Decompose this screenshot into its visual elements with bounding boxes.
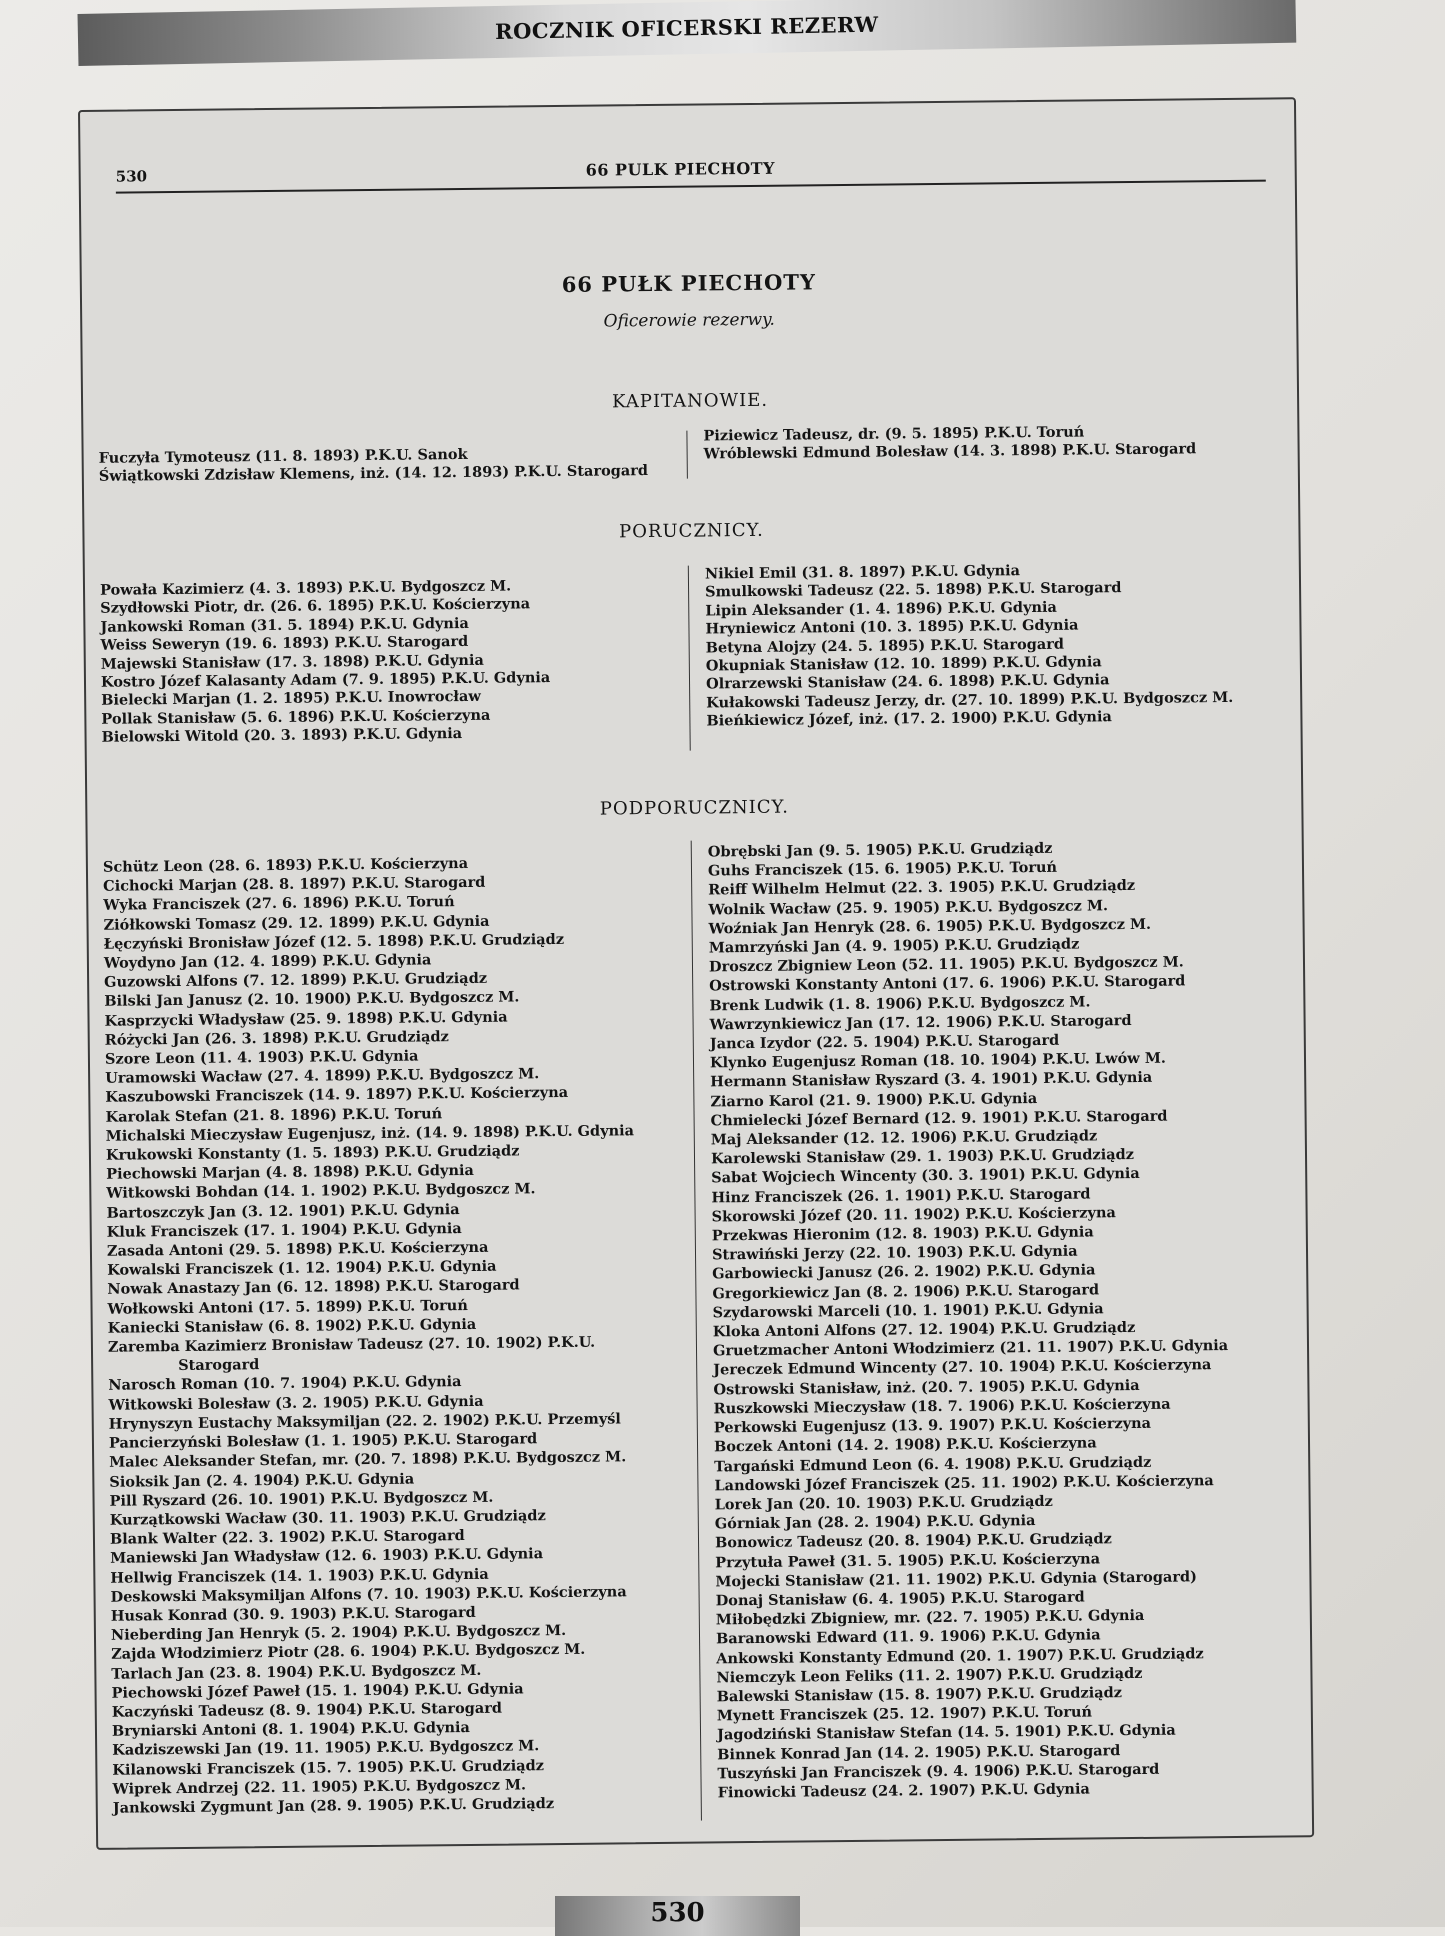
podporucznicy-entry: Tarlach Jan (23. 8. 1904) P.K.U. Bydgoszcz M. bbox=[111, 1661, 482, 1683]
regiment-title: 66 PUŁK PIECHOTY bbox=[561, 269, 817, 297]
podporucznicy-entry: Kowalski Franciszek (1. 12. 1904) P.K.U. Gdynia bbox=[107, 1257, 497, 1280]
podporucznicy-entry: Uramowski Wacław (27. 4. 1899) P.K.U. Bydgoszcz M. bbox=[105, 1065, 540, 1088]
podporucznicy-entry: Zasada Antoni (29. 5. 1898) P.K.U. Kościerzyna bbox=[106, 1238, 489, 1260]
podporucznicy-entry: Zaremba Kazimierz Bronisław Tadeusz (27. 10. 1902) P.K.U. bbox=[107, 1333, 596, 1356]
podporucznicy-entry: Janca Izydor (22. 5. 1904) P.K.U. Starogard bbox=[709, 1031, 1060, 1053]
podporucznicy-entry: Strawiński Jerzy (22. 10. 1903) P.K.U. Gdynia bbox=[711, 1242, 1078, 1264]
porucznicy-entry: Hryniewicz Antoni (10. 3. 1895) P.K.U. Gdynia bbox=[705, 616, 1079, 638]
podporucznicy-entry: Michalski Mieczysław Eugenjusz, inż. (14. 9. 1898) P.K.U. Gdynia bbox=[105, 1122, 635, 1145]
podporucznicy-entry: Jereczek Edmund Wincenty (27. 10. 1904) P.K.U. Kościerzyna bbox=[713, 1356, 1212, 1379]
porucznicy-entry: Lipin Aleksander (1. 4. 1896) P.K.U. Gdynia bbox=[705, 598, 1057, 620]
porucznicy-entry: Olrarzewski Stanisław (24. 6. 1898) P.K.U. Gdynia bbox=[705, 671, 1110, 693]
podporucznicy-entry: Landowski Józef Franciszek (25. 11. 1902) P.K.U. Kościerzyna bbox=[714, 1471, 1214, 1495]
podporucznicy-entry: Baranowski Edward (11. 9. 1906) P.K.U. Gdynia bbox=[715, 1626, 1101, 1648]
podporucznicy-entry: Husak Konrad (30. 9. 1903) P.K.U. Starogard bbox=[110, 1603, 476, 1625]
porucznicy-entry: Smulkowski Tadeusz (22. 5. 1898) P.K.U. Starogard bbox=[704, 579, 1122, 601]
podporucznicy-entry: Guzowski Alfons (7. 12. 1899) P.K.U. Grudziądz bbox=[104, 969, 488, 991]
podporucznicy-entry: Skorowski Józef (20. 11. 1902) P.K.U. Kościerzyna bbox=[711, 1204, 1116, 1226]
podporucznicy-entry: Ruszkowski Mieczysław (18. 7. 1906) P.K.U. Kościerzyna bbox=[713, 1395, 1171, 1418]
podporucznicy-entry: Miłobędzki Zbigniew, mr. (22. 7. 1905) P.K.U. Gdynia bbox=[715, 1607, 1145, 1629]
podporucznicy-entry: Kurzątkowski Wacław (30. 11. 1903) P.K.U. Grudziądz bbox=[109, 1507, 546, 1529]
podporucznicy-entry: Piechowski Józef Paweł (15. 1. 1904) P.K.U. Gdynia bbox=[111, 1680, 524, 1702]
porucznicy-entry: Majewski Stanisław (17. 3. 1898) P.K.U. Gdynia bbox=[100, 651, 484, 673]
podporucznicy-entry: Schütz Leon (28. 6. 1893) P.K.U. Kościerzyna bbox=[102, 854, 469, 876]
porucznicy-entry: Bielowski Witold (20. 3. 1893) P.K.U. Gdynia bbox=[101, 725, 463, 747]
podporucznicy-entry: Niemczyk Leon Feliks (11. 2. 1907) P.K.U. Grudziądz bbox=[716, 1664, 1143, 1687]
porucznicy-entry: Powała Kazimierz (4. 3. 1893) P.K.U. Bydgoszcz M. bbox=[99, 577, 512, 599]
kapitanowie-right-column bbox=[703, 422, 1196, 464]
podporucznicy-entry: Bilski Jan Janusz (2. 10. 1900) P.K.U. Bydgoszcz M. bbox=[104, 988, 520, 1011]
podporucznicy-entry: Narosch Roman (10. 7. 1904) P.K.U. Gdynia bbox=[108, 1373, 462, 1395]
podporucznicy-entry: Kadziszewski Jan (19. 11. 1905) P.K.U. Bydgoszcz M. bbox=[112, 1737, 540, 1760]
podporucznicy-entry: Wołkowski Antoni (17. 5. 1899) P.K.U. Toruń bbox=[107, 1296, 468, 1318]
porucznicy-entry: Kułakowski Tadeusz Jerzy, dr. (27. 10. 1899) P.K.U. Bydgoszcz M. bbox=[706, 688, 1234, 712]
podporucznicy-entry: Wawrzynkiewicz Jan (17. 12. 1906) P.K.U. Starogard bbox=[709, 1011, 1132, 1034]
podporucznicy-entry: Bonowicz Tadeusz (20. 8. 1904) P.K.U. Grudziądz bbox=[714, 1530, 1112, 1552]
podporucznicy-entry: Perkowski Eugenjusz (13. 9. 1907) P.K.U. Kościerzyna bbox=[713, 1414, 1152, 1437]
porucznicy-entry: Jankowski Roman (31. 5. 1894) P.K.U. Gdynia bbox=[100, 614, 469, 636]
podporucznicy-entry: Kaniecki Stanisław (6. 8. 1902) P.K.U. Gdynia bbox=[107, 1315, 477, 1337]
podporucznicy-entry: Witkowski Bolesław (3. 2. 1905) P.K.U. Gdynia bbox=[108, 1392, 484, 1414]
podporucznicy-entry: Guhs Franciszek (15. 6. 1905) P.K.U. Toruń bbox=[707, 858, 1058, 880]
porucznicy-entry: Kostro Józef Kalasanty Adam (7. 9. 1895) P.K.U. Gdynia bbox=[100, 669, 551, 691]
podporucznicy-entry: Gregorkiewicz Jan (8. 2. 1906) P.K.U. Starogard bbox=[712, 1281, 1100, 1303]
podporucznicy-left-column bbox=[103, 852, 641, 1818]
podporucznicy-entry: Targański Edmund Leon (6. 4. 1908) P.K.U. Grudziądz bbox=[714, 1453, 1152, 1475]
podporucznicy-entry: Wolnik Wacław (25. 9. 1905) P.K.U. Bydgoszcz M. bbox=[708, 896, 1109, 919]
porucznicy-entry: Pollak Stanisław (5. 6. 1896) P.K.U. Kościerzyna bbox=[101, 706, 491, 728]
podporucznicy-entry: Obrębski Jan (9. 5. 1905) P.K.U. Grudziądz bbox=[707, 839, 1053, 861]
podporucznicy-entry: Mynett Franciszek (25. 12. 1907) P.K.U. Toruń bbox=[716, 1703, 1093, 1725]
podporucznicy-column-divider bbox=[691, 841, 702, 1821]
podporucznicy-entry: Nowak Anastazy Jan (6. 12. 1898) P.K.U. Starogard bbox=[107, 1276, 520, 1299]
podporucznicy-entry: Kluk Franciszek (17. 1. 1904) P.K.U. Gdynia bbox=[106, 1219, 462, 1241]
podporucznicy-entry: Krukowski Konstanty (1. 5. 1893) P.K.U. Grudziądz bbox=[105, 1142, 520, 1164]
podporucznicy-entry: Woydyno Jan (12. 4. 1899) P.K.U. Gdynia bbox=[103, 951, 432, 972]
kapitanowie-column-divider bbox=[686, 431, 688, 479]
podporucznicy-entry: Woźniak Jan Henryk (28. 6. 1905) P.K.U. Bydgoszcz M. bbox=[708, 915, 1152, 938]
podporucznicy-entry: Zajda Włodzimierz Piotr (28. 6. 1904) P.K.U. Bydgoszcz M. bbox=[111, 1641, 586, 1664]
porucznicy-column-divider bbox=[688, 566, 691, 751]
podporucznicy-entry: Kaszubowski Franciszek (14. 9. 1897) P.K.U. Kościerzyna bbox=[105, 1084, 569, 1107]
porucznicy-entry: Weiss Seweryn (19. 6. 1893) P.K.U. Starogard bbox=[100, 633, 469, 655]
podporucznicy-entry: Górniak Jan (28. 2. 1904) P.K.U. Gdynia bbox=[714, 1512, 1036, 1533]
kapitanowie-left-column bbox=[99, 444, 649, 487]
podporucznicy-entry: Binnek Konrad Jan (14. 2. 1905) P.K.U. Starogard bbox=[717, 1741, 1121, 1763]
podporucznicy-entry: Szore Leon (11. 4. 1903) P.K.U. Gdynia bbox=[104, 1047, 419, 1068]
page-number-top: 530 bbox=[115, 167, 148, 186]
podporucznicy-entry: Tuszyński Jan Franciszek (9. 4. 1906) P.K.U. Starogard bbox=[717, 1760, 1160, 1783]
podporucznicy-entry: Blank Walter (22. 3. 1902) P.K.U. Starogard bbox=[109, 1527, 465, 1548]
podporucznicy-entry: Ostrowski Konstanty Antoni (17. 6. 1906) P.K.U. Starogard bbox=[709, 972, 1186, 995]
podporucznicy-entry: Kloka Antoni Alfons (27. 12. 1904) P.K.U. Grudziądz bbox=[712, 1319, 1136, 1341]
podporucznicy-entry: Piechowski Marjan (4. 8. 1898) P.K.U. Gdynia bbox=[106, 1162, 474, 1184]
podporucznicy-entry: Szydarowski Marceli (10. 1. 1901) P.K.U. Gdynia bbox=[712, 1300, 1104, 1322]
podporucznicy-entry: Boczek Antoni (14. 2. 1908) P.K.U. Kościerzyna bbox=[713, 1434, 1097, 1456]
podporucznicy-entry: Ostrowski Stanisław, inż. (20. 7. 1905) P.K.U. Gdynia bbox=[713, 1376, 1140, 1399]
podporucznicy-entry: Sioksik Jan (2. 4. 1904) P.K.U. Gdynia bbox=[109, 1470, 415, 1491]
kapitanowie-entry: Piziewicz Tadeusz, dr. (9. 5. 1895) P.K.U. Toruń bbox=[703, 423, 1085, 445]
podporucznicy-entry: Lorek Jan (20. 10. 1903) P.K.U. Grudziądz bbox=[714, 1492, 1053, 1514]
podporucznicy-entry: Bartoszczyk Jan (3. 12. 1901) P.K.U. Gdynia bbox=[106, 1200, 460, 1222]
podporucznicy-entry: Karolak Stefan (21. 8. 1896) P.K.U. Toruń bbox=[105, 1104, 443, 1126]
podporucznicy-entry: Hinz Franciszek (26. 1. 1901) P.K.U. Starogard bbox=[711, 1185, 1091, 1207]
podporucznicy-entry: Różycki Jan (26. 3. 1898) P.K.U. Grudziądz bbox=[104, 1027, 449, 1049]
porucznicy-entry: Bieńkiewicz Józef, inż. (17. 2. 1900) P.K.U. Gdynia bbox=[706, 708, 1112, 730]
podporucznicy-entry: Klynko Eugenjusz Roman (18. 10. 1904) P.K.U. Lwów M. bbox=[709, 1049, 1166, 1072]
podporucznicy-entry: Nieberding Jan Henryk (5. 2. 1904) P.K.U. Bydgoszcz M. bbox=[110, 1622, 567, 1644]
podporucznicy-entry: Jagodziński Stanisław Stefan (14. 5. 1901) P.K.U. Gdynia bbox=[716, 1721, 1176, 1744]
podporucznicy-right-column bbox=[708, 837, 1233, 1802]
book-header-title: ROCZNIK OFICERSKI REZERW bbox=[494, 11, 879, 44]
podporucznicy-entry: Pill Ryszard (26. 10. 1901) P.K.U. Bydgoszcz M. bbox=[109, 1488, 494, 1510]
porucznicy-entry: Betyna Alojzy (24. 5. 1895) P.K.U. Starogard bbox=[705, 635, 1065, 657]
podporucznicy-entry: Ziarno Karol (21. 9. 1900) P.K.U. Gdynia bbox=[710, 1089, 1038, 1111]
porucznicy-entry: Nikiel Emil (31. 8. 1897) P.K.U. Gdynia bbox=[704, 562, 1021, 583]
podporucznicy-entry-continuation: Starogard bbox=[178, 1356, 260, 1375]
podporucznicy-entry: Kasprzycki Władysław (25. 9. 1898) P.K.U. Gdynia bbox=[104, 1008, 508, 1030]
podporucznicy-entry: Jankowski Zygmunt Jan (28. 9. 1905) P.K.U. Grudziądz bbox=[112, 1795, 555, 1817]
section-heading-kapitanowie: KAPITANOWIE. bbox=[611, 389, 769, 413]
podporucznicy-entry: Wiprek Andrzej (22. 11. 1905) P.K.U. Bydgoszcz M. bbox=[112, 1776, 527, 1798]
podporucznicy-entry: Mojecki Stanisław (21. 11. 1902) P.K.U. Gdynia (Starogard) bbox=[715, 1568, 1198, 1591]
section-heading-porucznicy: PORUCZNICY. bbox=[618, 519, 764, 543]
podporucznicy-entry: Maj Aleksander (12. 12. 1906) P.K.U. Grudziądz bbox=[710, 1127, 1098, 1149]
porucznicy-left-column bbox=[100, 577, 551, 747]
podporucznicy-entry: Hellwig Franciszek (14. 1. 1903) P.K.U. Gdynia bbox=[110, 1565, 489, 1587]
podporucznicy-entry: Droszcz Zbigniew Leon (52. 11. 1905) P.K.U. Bydgoszcz M. bbox=[708, 953, 1184, 976]
running-title: 66 PULK PIECHOTY bbox=[585, 158, 776, 180]
podporucznicy-entry: Chmielecki Józef Bernard (12. 9. 1901) P.K.U. Starogard bbox=[710, 1107, 1168, 1130]
podporucznicy-entry: Witkowski Bohdan (14. 1. 1902) P.K.U. Bydgoszcz M. bbox=[106, 1180, 536, 1203]
podporucznicy-entry: Hermann Stanisław Ryszard (3. 4. 1901) P.K.U. Gdynia bbox=[710, 1069, 1153, 1091]
podporucznicy-entry: Przekwas Hieronim (12. 8. 1903) P.K.U. Gdynia bbox=[711, 1223, 1094, 1245]
podporucznicy-entry: Przytuła Paweł (31. 5. 1905) P.K.U. Kościerzyna bbox=[715, 1549, 1101, 1571]
podporucznicy-entry: Gruetzmacher Antoni Włodzimierz (21. 11. 1907) P.K.U. Gdynia bbox=[712, 1337, 1229, 1360]
regiment-subtitle: Oficerowie rezerwy. bbox=[603, 309, 775, 332]
porucznicy-right-column bbox=[705, 560, 1234, 731]
podporucznicy-entry: Wyka Franciszek (27. 6. 1896) P.K.U. Toruń bbox=[103, 893, 455, 915]
page-frame bbox=[78, 97, 1314, 1850]
kapitanowie-entry: Fuczyła Tymoteusz (11. 8. 1893) P.K.U. Sanok bbox=[98, 445, 468, 467]
podporucznicy-entry: Hrynyszyn Eustachy Maksymiljan (22. 2. 1902) P.K.U. Przemyśl bbox=[108, 1410, 621, 1433]
podporucznicy-entry: Sabat Wojciech Wincenty (30. 3. 1901) P.K.U. Gdynia bbox=[711, 1165, 1140, 1187]
bottom-page-number: 530 bbox=[650, 1898, 705, 1928]
podporucznicy-entry: Kaczyński Tadeusz (8. 9. 1904) P.K.U. Starogard bbox=[111, 1699, 503, 1721]
section-heading-podporucznicy: PODPORUCZNICY. bbox=[599, 796, 789, 820]
podporucznicy-entry: Łęczyński Bronisław Józef (12. 5. 1898) P.K.U. Grudziądz bbox=[103, 930, 565, 953]
podporucznicy-entry: Garbowiecki Janusz (26. 2. 1902) P.K.U. Gdynia bbox=[712, 1261, 1096, 1283]
podporucznicy-entry: Maniewski Jan Władysław (12. 6. 1903) P.K.U. Gdynia bbox=[110, 1545, 544, 1568]
podporucznicy-entry: Kilanowski Franciszek (15. 7. 1905) P.K.U. Grudziądz bbox=[112, 1756, 545, 1779]
podporucznicy-entry: Reiff Wilhelm Helmut (22. 3. 1905) P.K.U. Grudziądz bbox=[708, 877, 1136, 899]
podporucznicy-entry: Cichocki Marjan (28. 8. 1897) P.K.U. Starogard bbox=[103, 873, 486, 895]
porucznicy-entry: Bielecki Marjan (1. 2. 1895) P.K.U. Inowrocław bbox=[101, 688, 481, 710]
podporucznicy-entry: Finowicki Tadeusz (24. 2. 1907) P.K.U. Gdynia bbox=[717, 1780, 1090, 1802]
podporucznicy-entry: Malec Aleksander Stefan, mr. (20. 7. 1898) P.K.U. Bydgoszcz M. bbox=[109, 1448, 627, 1472]
podporucznicy-entry: Ziółkowski Tomasz (29. 12. 1899) P.K.U. Gdynia bbox=[103, 912, 490, 934]
kapitanowie-entry: Wróblewski Edmund Bolesław (14. 3. 1898) P.K.U. Starogard bbox=[703, 440, 1197, 463]
podporucznicy-entry: Bryniarski Antoni (8. 1. 1904) P.K.U. Gdynia bbox=[111, 1719, 470, 1740]
podporucznicy-entry: Donaj Stanisław (6. 4. 1905) P.K.U. Starogard bbox=[715, 1588, 1085, 1610]
porucznicy-entry: Szydłowski Piotr, dr. (26. 6. 1895) P.K.U. Kościerzyna bbox=[100, 595, 531, 618]
kapitanowie-entry: Świątkowski Zdzisław Klemens, inż. (14. 12. 1893) P.K.U. Starogard bbox=[98, 462, 649, 486]
podporucznicy-entry: Brenk Ludwik (1. 8. 1906) P.K.U. Bydgoszcz M. bbox=[709, 993, 1091, 1015]
podporucznicy-entry: Pancierzyński Bolesław (1. 1. 1905) P.K.U. Starogard bbox=[108, 1430, 538, 1452]
porucznicy-entry: Okupniak Stanisław (12. 10. 1899) P.K.U. Gdynia bbox=[705, 653, 1102, 675]
podporucznicy-entry: Deskowski Maksymiljan Alfons (7. 10. 1903) P.K.U. Kościerzyna bbox=[110, 1583, 627, 1606]
podporucznicy-entry: Ankowski Konstanty Edmund (20. 1. 1907) P.K.U. Grudziądz bbox=[716, 1644, 1204, 1667]
podporucznicy-entry: Karolewski Stanisław (29. 1. 1903) P.K.U. Grudziądz bbox=[710, 1146, 1135, 1168]
podporucznicy-entry: Mamrzyński Jan (4. 9. 1905) P.K.U. Grudziądz bbox=[708, 935, 1080, 957]
podporucznicy-entry: Balewski Stanisław (15. 8. 1907) P.K.U. Grudziądz bbox=[716, 1684, 1123, 1706]
running-head bbox=[116, 150, 1266, 194]
